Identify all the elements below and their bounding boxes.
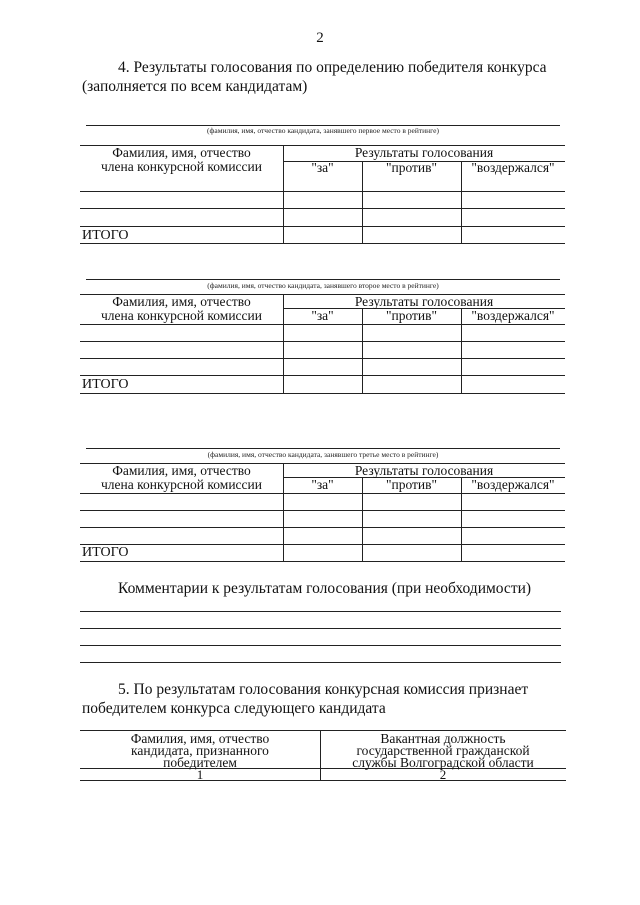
results-header: Результаты голосования — [354, 463, 494, 478]
winner-col2-line3: службы Волгоградской области — [352, 755, 534, 770]
member-header-line2: члена конкурсной комиссии — [101, 308, 262, 323]
comments-label: Комментарии к результатам голосования (при необходимости) — [118, 580, 532, 597]
candidate-name-line-2[interactable] — [86, 279, 560, 280]
member-header-line2: члена конкурсной комиссии — [101, 477, 262, 492]
member-header-line2: члена конкурсной комиссии — [101, 159, 262, 174]
page-number: 2 — [316, 30, 324, 46]
vozderzhalsya-header: "воздержался" — [471, 477, 555, 492]
vozderzhalsya-header: "воздержался" — [471, 308, 555, 323]
candidate-caption-1: (фамилия, имя, отчество кандидата, занявшего первое место в рейтинге) — [207, 126, 439, 135]
winner-col2-number: 2 — [439, 767, 447, 782]
protiv-header: "против" — [385, 477, 438, 492]
vozderzhalsya-header: "воздержался" — [471, 160, 555, 175]
results-header: Результаты голосования — [354, 294, 494, 309]
section4-title-line2: (заполняется по всем кандидатам) — [82, 78, 308, 95]
za-header: "за" — [311, 308, 334, 323]
total-label: ИТОГО — [82, 377, 129, 392]
winner-col2-line1: Вакантная должность — [380, 731, 506, 746]
total-label: ИТОГО — [82, 545, 129, 560]
comment-line-3[interactable] — [80, 645, 561, 646]
results-header: Результаты голосования — [354, 145, 494, 160]
section5-title-line1: 5. По результатам голосования конкурсная комиссия признает — [118, 681, 529, 698]
section5-title-line2: победителем конкурса следующего кандидата — [82, 700, 386, 717]
candidate-caption-2: (фамилия, имя, отчество кандидата, занявшего второе место в рейтинге) — [207, 281, 439, 290]
za-header: "за" — [311, 160, 334, 175]
candidate-name-line-3[interactable] — [86, 448, 560, 449]
section4-title-line1: 4. Результаты голосования по определению победителя конкурса — [118, 59, 547, 76]
candidate-caption-3: (фамилия, имя, отчество кандидата, занявшего третье место в рейтинге) — [207, 450, 439, 459]
member-header-line1: Фамилия, имя, отчество — [112, 145, 251, 160]
comment-line-2[interactable] — [80, 628, 561, 629]
za-header: "за" — [311, 477, 334, 492]
protiv-header: "против" — [385, 308, 438, 323]
winner-col1-line2: кандидата, признанного — [131, 743, 269, 758]
winner-col2-line2: государственной гражданской — [356, 743, 530, 758]
member-header-line1: Фамилия, имя, отчество — [112, 294, 251, 309]
winner-col1-number: 1 — [196, 767, 204, 782]
comment-line-4[interactable] — [80, 662, 561, 663]
comment-line-1[interactable] — [80, 611, 561, 612]
winner-col1-line3: победителем — [163, 755, 237, 770]
protiv-header: "против" — [385, 160, 438, 175]
member-header-line1: Фамилия, имя, отчество — [112, 463, 251, 478]
total-label: ИТОГО — [82, 228, 129, 243]
winner-col1-line1: Фамилия, имя, отчество — [130, 731, 270, 746]
